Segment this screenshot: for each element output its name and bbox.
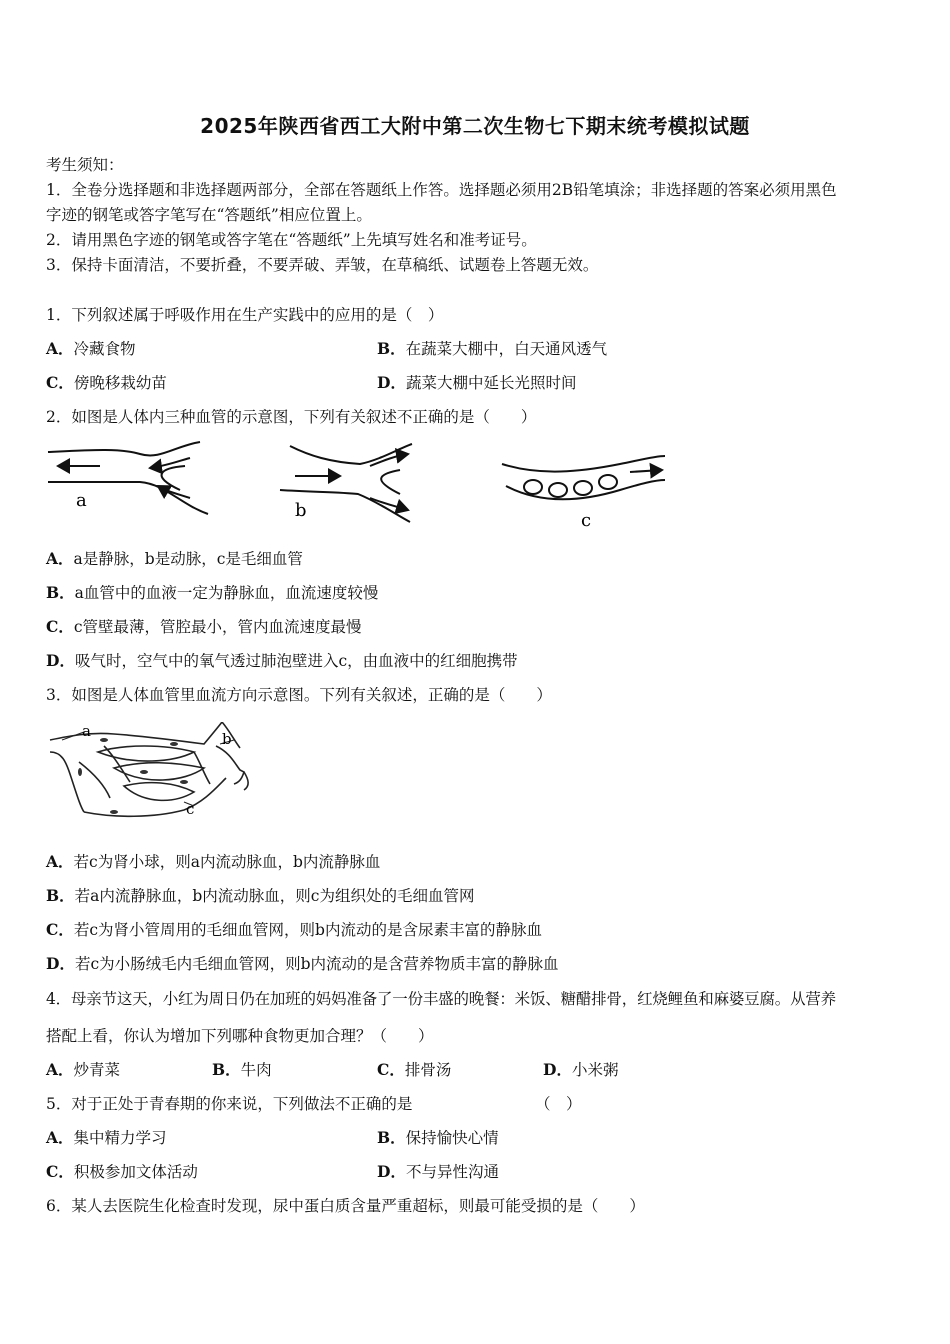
page-title: 2025年陕西省西工大附中第二次生物七下期末统考模拟试题 (200, 114, 750, 138)
question-2-option-a[interactable]: A．a是静脉，b是动脉，c是毛细血管 (46, 549, 303, 568)
question-5-stem: 5．对于正处于青春期的你来说，下列做法不正确的是 (46, 1095, 413, 1113)
question-4-stem-continued: 搭配上看，你认为增加下列哪种食物更加合理？（ ） (46, 1027, 434, 1045)
question-4-option-a[interactable]: A．炒青菜 (46, 1060, 121, 1079)
blood-vessel-figure (40, 436, 680, 532)
question-1-option-d[interactable]: D．蔬菜大棚中延长光照时间 (377, 373, 577, 392)
question-2-option-c[interactable]: C．c管壁最薄，管腔最小，管内血流速度最慢 (46, 617, 362, 636)
question-4-option-c[interactable]: C．排骨汤 (377, 1060, 452, 1079)
figure-label-c: c (581, 510, 592, 531)
vessel-c-diagram (502, 456, 665, 531)
figure-label-a: a (76, 490, 87, 511)
question-2-stem: 2．如图是人体内三种血管的示意图，下列有关叙述不正确的是（ ） (46, 408, 537, 426)
vessel-b-diagram (280, 444, 412, 522)
question-5-option-a[interactable]: A．集中精力学习 (46, 1128, 167, 1147)
question-1-option-a[interactable]: A．冷藏食物 (46, 339, 136, 358)
question-4-stem: 4．母亲节这天，小红为周日仍在加班的妈妈准备了一份丰盛的晚餐：米饭、糖醋排骨，红烧鲤鱼和麻婆豆腐。从营养 (46, 990, 836, 1008)
question-1-option-c[interactable]: C．傍晚移栽幼苗 (46, 373, 167, 392)
question-5-option-b[interactable]: B．保持愉快心情 (377, 1128, 499, 1147)
question-3-stem: 3．如图是人体血管里血流方向示意图。下列有关叙述，正确的是（ ） (46, 686, 552, 704)
question-3-option-c[interactable]: C．若c为肾小管周用的毛细血管网，则b内流动的是含尿素丰富的静脉血 (46, 920, 542, 939)
notice-heading: 考生须知： (46, 156, 124, 174)
notice-item: 2．请用黑色字迹的钢笔或答字笔在“答题纸”上先填写姓名和准考证号。 (46, 231, 537, 249)
question-2-option-b[interactable]: B．a血管中的血液一定为静脉血，血流速度较慢 (46, 583, 379, 602)
question-5-option-d[interactable]: D．不与异性沟通 (377, 1162, 499, 1181)
question-5-option-c[interactable]: C．积极参加文体活动 (46, 1162, 198, 1181)
question-4-option-b[interactable]: B．牛肉 (212, 1060, 272, 1079)
question-4-option-d[interactable]: D．小米粥 (543, 1060, 619, 1079)
question-3-option-b[interactable]: B．若a内流静脉血，b内流动脉血，则c为组织处的毛细血管网 (46, 886, 475, 905)
figure-label-c: c (186, 800, 195, 818)
notice-item: 1．全卷分选择题和非选择题两部分，全部在答题纸上作答。选择题必须用2B铅笔填涂；非选择题的答案必须用黑色 (46, 181, 837, 199)
question-5-answer-bracket: （ ） (535, 1095, 582, 1113)
figure-label-b: b (222, 730, 232, 748)
capillary-network-figure (44, 722, 254, 822)
vessel-a-diagram (48, 442, 208, 514)
question-2-option-d[interactable]: D．吸气时，空气中的氧气透过肺泡壁进入c，由血液中的红细胞携带 (46, 651, 518, 670)
question-3-option-d[interactable]: D．若c为小肠绒毛内毛细血管网，则b内流动的是含营养物质丰富的静脉血 (46, 954, 559, 973)
figure-label-a: a (82, 722, 91, 740)
notice-item: 字迹的钢笔或答字笔写在“答题纸”相应位置上。 (46, 206, 372, 224)
question-6-stem: 6．某人去医院生化检查时发现，尿中蛋白质含量严重超标，则最可能受损的是（ ） (46, 1197, 645, 1215)
figure-label-b: b (295, 500, 307, 521)
question-1-option-b[interactable]: B．在蔬菜大棚中，白天通风透气 (377, 339, 608, 358)
notice-item: 3．保持卡面清洁，不要折叠，不要弄破、弄皱，在草稿纸、试题卷上答题无效。 (46, 256, 599, 274)
question-1-stem: 1．下列叙述属于呼吸作用在生产实践中的应用的是（ ） (46, 306, 444, 324)
question-3-option-a[interactable]: A．若c为肾小球，则a内流动脉血，b内流静脉血 (46, 852, 381, 871)
